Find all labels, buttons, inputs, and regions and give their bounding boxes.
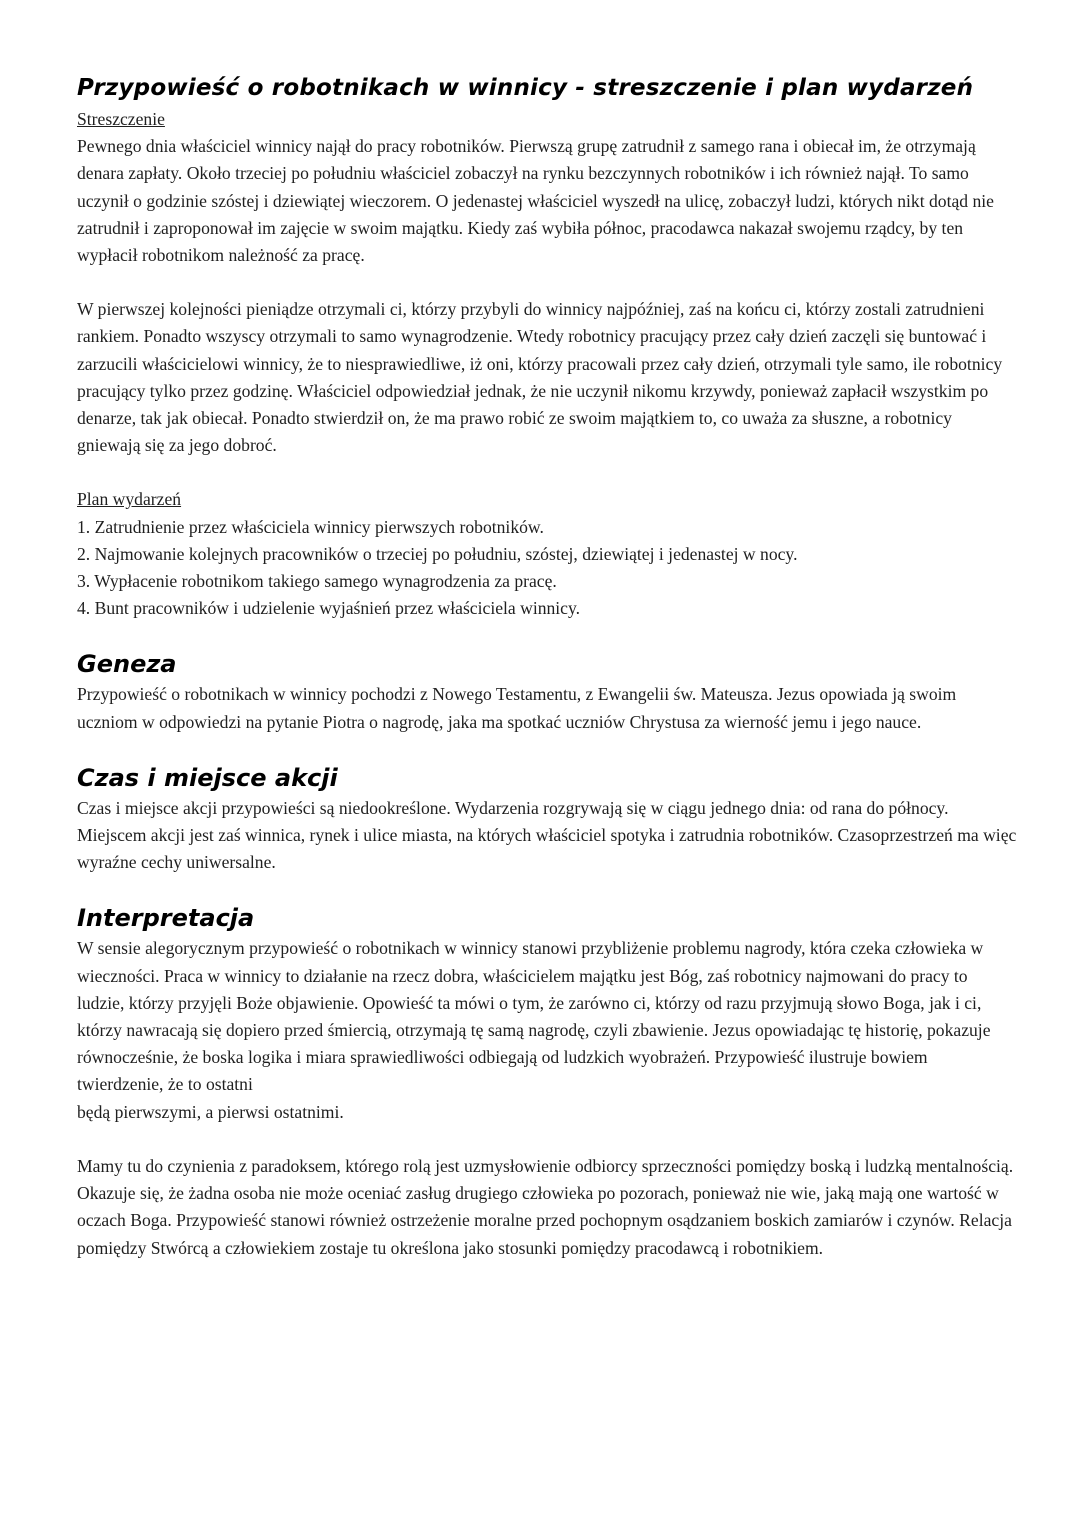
czas-heading: Czas i miejsce akcji	[77, 763, 338, 792]
geneza-text: Przypowieść o robotnikach w winnicy pochodzi z Nowego Testamentu, z Ewangelii św. Mateusza. Jezus opowiada ją swoim uczniom w odpowiedzi na pytanie Piotra o nagrodę, jaka ma spotkać uczniów Chrystusa za wierność jemu i jego nauce.	[77, 684, 957, 732]
interpretacja-paragraph-1: W sensie alegorycznym przypowieść o robotnikach w winnicy stanowi przybliżenie problemu nagrody, która czeka człowieka w wieczności. Praca w winnicy to działanie na rzecz dobra, właścicielem majątku jest Bóg, zaś robotnicy najmowani do pracy to ludzie, którzy przyjęli Boże objawienie. Opowieść ta mówi o tym, że zarówno ci, którzy od razu przyjmują słowo Boga, jak i ci, którzy nawracają się dopiero przed śmiercią, otrzymają tę samą nagrodę, czyli zbawienie. Jezus opowiadając tę historię, pokazuje równocześnie, że boska logika i miara sprawiedliwości odbiegają od ludzkich wyobrażeń. Przypowieść ilustruje bowiem twierdzenie, że to ostatni	[77, 938, 991, 1095]
interpretacja-paragraph-1-end: będą pierwszymi, a pierwsi ostatnimi.	[77, 1101, 344, 1122]
plan-item: 1. Zatrudnienie przez właściciela winnicy pierwszych robotników.	[77, 516, 544, 537]
plan-label: Plan wydarzeń	[77, 489, 182, 510]
geneza-heading: Geneza	[77, 650, 177, 679]
page-title: Przypowieść o robotnikach w winnicy - streszczenie i plan wydarzeń	[77, 75, 974, 101]
interpretacja-heading: Interpretacja	[77, 904, 255, 933]
summary-label: Streszczenie	[77, 109, 165, 129]
summary-paragraph-2: W pierwszej kolejności pieniądze otrzymali ci, którzy przybyli do winnicy najpóźniej, zaś na końcu ci, którzy zostali zatrudnieni rankiem. Ponadto wszyscy otrzymali to samo wynagrodzenie. Wtedy robotnicy pracujący przez cały dzień zaczęli się buntować i zarzucili właścicielowi winnicy, że to niesprawiedliwe, iż oni, którzy pracowali przez cały dzień, otrzymali tyle samo, ile robotnicy pracujący tylko przez godzinę. Właściciel odpowiedział jednak, że nie uczynił nikomu krzywdy, ponieważ zapłacił wszystkim po denarze, tak jak obiecał. Ponadto stwierdził on, że ma prawo robić ze swoim majątkiem to, co uważa za słuszne, a robotnicy gniewają się za jego dobroć.	[77, 299, 1003, 456]
czas-text: Czas i miejsce akcji przypowieści są niedookreślone. Wydarzenia rozgrywają się w ciągu jednego dnia: od rana do północy. Miejscem akcji jest zaś winnica, rynek i ulice miasta, na których właściciel spotyka i zatrudnia robotników. Czasoprzestrzeń ma więc wyraźne cechy uniwersalne.	[77, 797, 1017, 873]
plan-item: 2. Najmowanie kolejnych pracowników o trzeciej po południu, szóstej, dziewiątej i jedenastej w nocy.	[77, 543, 798, 564]
plan-list	[77, 514, 1017, 623]
interpretacja-paragraph-2: Mamy tu do czynienia z paradoksem, którego rolą jest uzmysłowienie odbiorcy sprzeczności pomiędzy boską i ludzką mentalnością. Okazuje się, że żadna osoba nie może oceniać zasług drugiego człowieka po pozorach, ponieważ nie wie, jaką mają one wartość w oczach Boga. Przypowieść stanowi również ostrzeżenie moralne przed pochopnym osądzaniem boskich zamiarów i czynów. Relacja pomiędzy Stwórcą a człowiekiem zostaje tu określona jako stosunki pomiędzy pracodawcą i robotnikiem.	[77, 1155, 1014, 1258]
plan-item: 3. Wypłacenie robotnikom takiego samego wynagrodzenia za pracę.	[77, 571, 557, 592]
document-page	[77, 70, 1017, 1262]
plan-item: 4. Bunt pracowników i udzielenie wyjaśnień przez właściciela winnicy.	[77, 598, 581, 619]
summary-paragraph-1: Pewnego dnia właściciel winnicy najął do pracy robotników. Pierwszą grupę zatrudnił z samego rana i obiecał im, że otrzymają denara zapłaty. Około trzeciej po południu właściciel zobaczył na rynku bezczynnych robotników i ich również najął. To samo uczynił o godzinie szóstej i dziewiątej wieczorem. O jedenastej właściciel wyszedł na ulicę, zobaczył ludzi, których nikt dotąd nie zatrudnił i zaproponował im zajęcie w swoim majątku. Kiedy zaś wybiła północ, pracodawca nakazał swojemu rządcy, by ten wypłacił robotnikom należność za pracę.	[77, 136, 994, 266]
